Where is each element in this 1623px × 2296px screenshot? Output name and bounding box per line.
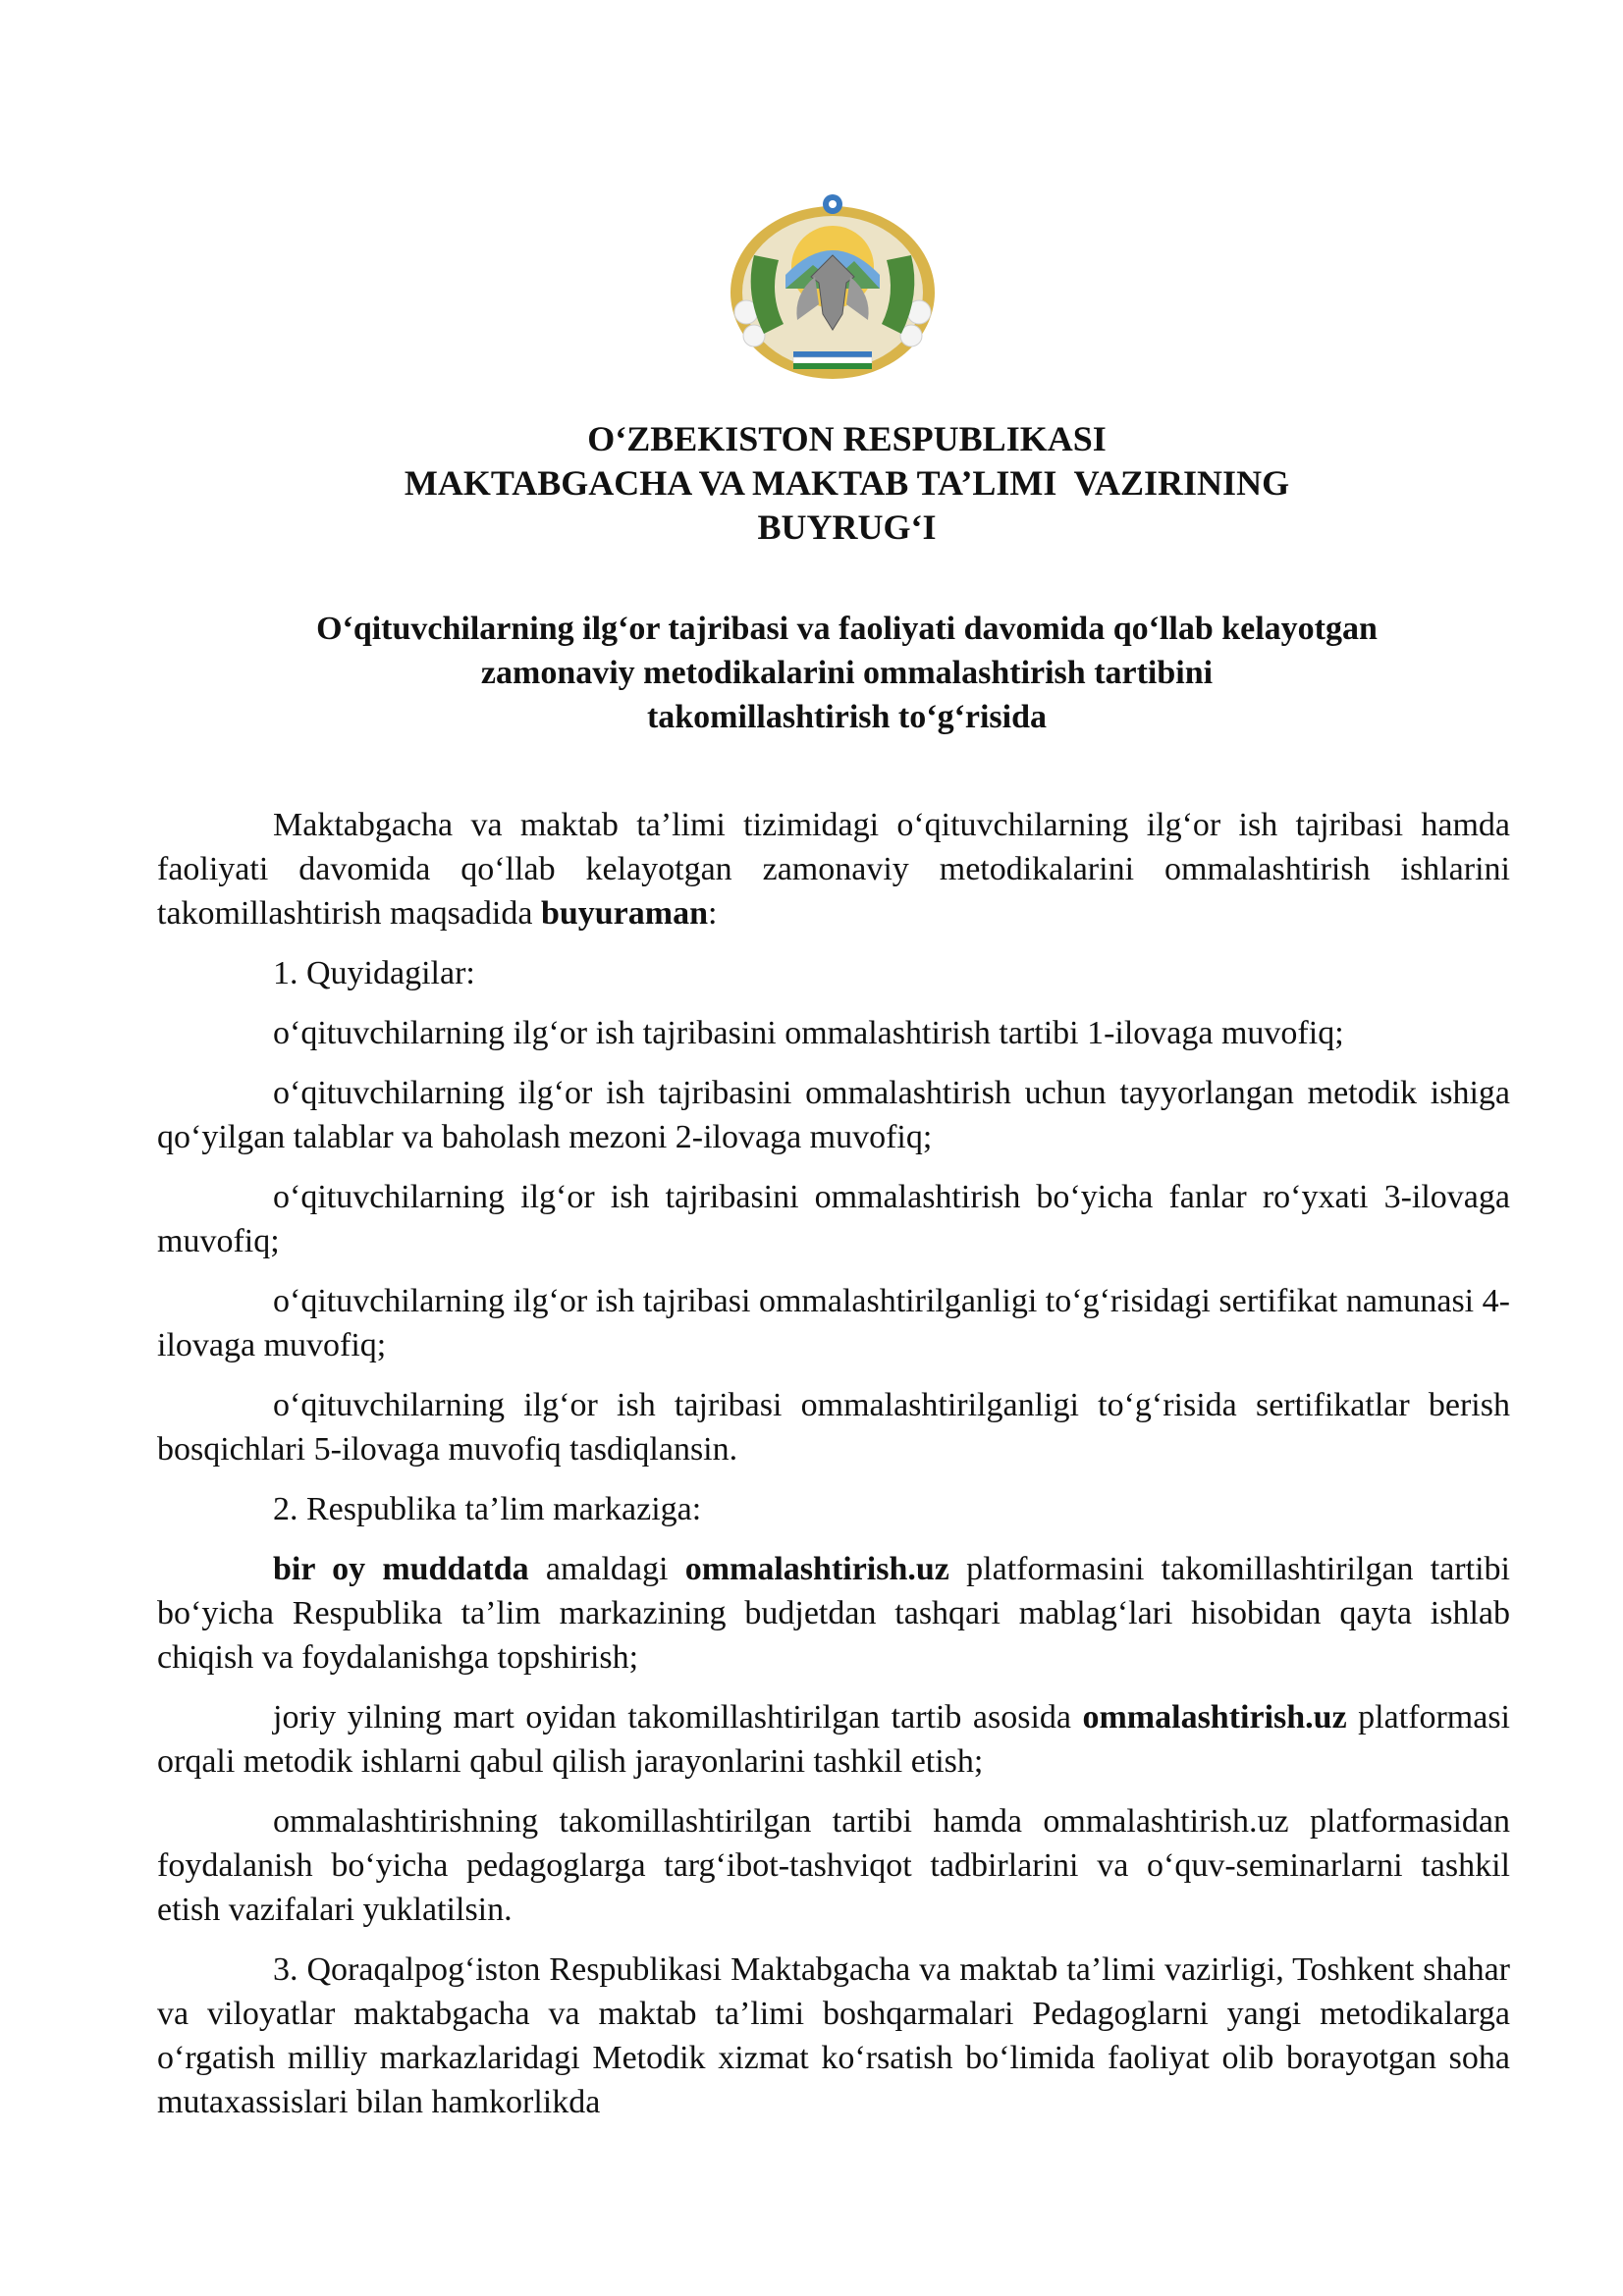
decree-heading: [157, 417, 1537, 550]
item-2-a-text-2: platformasini takomillashtirilgan tartibi bo‘yicha Respublika ta’lim markazining budjetdan tashqari mablag‘lari hisobidan qayta ishlab chiqish va foydalanishga topshirish;: [157, 1551, 1510, 1676]
item-2-title: 2. Respublika ta’lim markaziga:: [273, 1491, 702, 1527]
heading-line-3: BUYRUG‘I: [757, 507, 937, 547]
title-line-1: O‘qituvchilarning ilg‘or tajribasi va faoliyati davomida qo‘llab kelayotgan: [316, 611, 1378, 647]
item-1-d: o‘qituvchilarning ilg‘or ish tajribasi ommalashtirilganligi to‘g‘risidagi sertifikat namunasi 4-ilovaga muvofiq;: [157, 1283, 1510, 1363]
item-1-e: o‘qituvchilarning ilg‘or ish tajribasi ommalashtirilganligi to‘g‘risida sertifikatlar berish bosqichlari 5-ilovaga muvofiq tasdiqlansin.: [157, 1387, 1510, 1468]
heading-line-2: MAKTABGACHA VA MAKTAB TA’LIMI VAZIRINING: [404, 463, 1290, 503]
heading-line-1: O‘ZBEKISTON RESPUBLIKASI: [587, 419, 1107, 458]
item-1-title: 1. Quyidagilar:: [273, 955, 475, 991]
item-1-b: o‘qituvchilarning ilg‘or ish tajribasini ommalashtirish uchun tayyorlangan metodik ishiga qo‘yilgan talablar va baholash mezoni 2-ilovaga muvofiq;: [157, 1075, 1510, 1155]
item-1-a: o‘qituvchilarning ilg‘or ish tajribasini ommalashtirish tartibi 1-ilovaga muvofiq;: [273, 1015, 1344, 1051]
intro-bold-word: buyuraman: [540, 895, 708, 932]
intro-text: Maktabgacha va maktab ta’limi tizimidagi o‘qituvchilarning ilg‘or ish tajribasi hamda faoliyati davomida qo‘llab kelayotgan zamonaviy metodikalarini ommalashtirish ishlarini takomillashtirish maqsadida: [157, 807, 1510, 932]
state-emblem-icon: [725, 187, 941, 383]
item-3: 3. Qoraqalpog‘iston Respublikasi Maktabgacha va maktab ta’limi vazirligi, Toshkent shahar va viloyatlar maktabgacha va maktab ta’limi boshqarmalari Pedagoglarni yangi metodikalarga o‘rgatish milliy markazlaridagi Metodik xizmat ko‘rsatish bo‘limida faoliyat olib borayotgan soha mutaxassislari bilan hamkorlikda: [157, 1951, 1510, 2120]
title-line-2: zamonaviy metodikalarini ommalashtirish tartibini: [480, 655, 1214, 691]
decree-title: [157, 607, 1537, 739]
item-2-c: ommalashtirishning takomillashtirilgan tartibi hamda ommalashtirish.uz platformasidan foydalanish bo‘yicha pedagoglarga targ‘ibot-tashviqot tadbirlarini va o‘quv-seminarlarni tashkil etish vazifalari yuklatilsin.: [157, 1803, 1510, 1928]
item-2-b-bold: ommalashtirish.uz: [1082, 1699, 1347, 1735]
item-2-b-text-1: joriy yilning mart oyidan takomillashtirilgan tartib asosida: [273, 1699, 1083, 1735]
item-1-c: o‘qituvchilarning ilg‘or ish tajribasini ommalashtirish bo‘yicha fanlar ro‘yxati 3-ilovaga muvofiq;: [157, 1179, 1510, 1259]
item-2-b-text-2: platformasi orqali metodik ishlarni qabul qilish jarayonlarini tashkil etish;: [157, 1699, 1510, 1780]
item-2-a-bold-2: ommalashtirish.uz: [684, 1551, 949, 1587]
state-emblem: [725, 187, 941, 383]
item-2-a: [157, 1547, 1510, 1680]
item-2-a-text-1: amaldagi: [528, 1551, 685, 1587]
intro-end: :: [708, 895, 718, 932]
intro-paragraph: [157, 803, 1510, 935]
item-2-b: [157, 1695, 1510, 1784]
item-2-a-bold-1: bir oy muddatda: [273, 1551, 529, 1587]
decree-body: [157, 803, 1510, 2140]
title-line-3: takomillashtirish to‘g‘risida: [646, 699, 1048, 735]
